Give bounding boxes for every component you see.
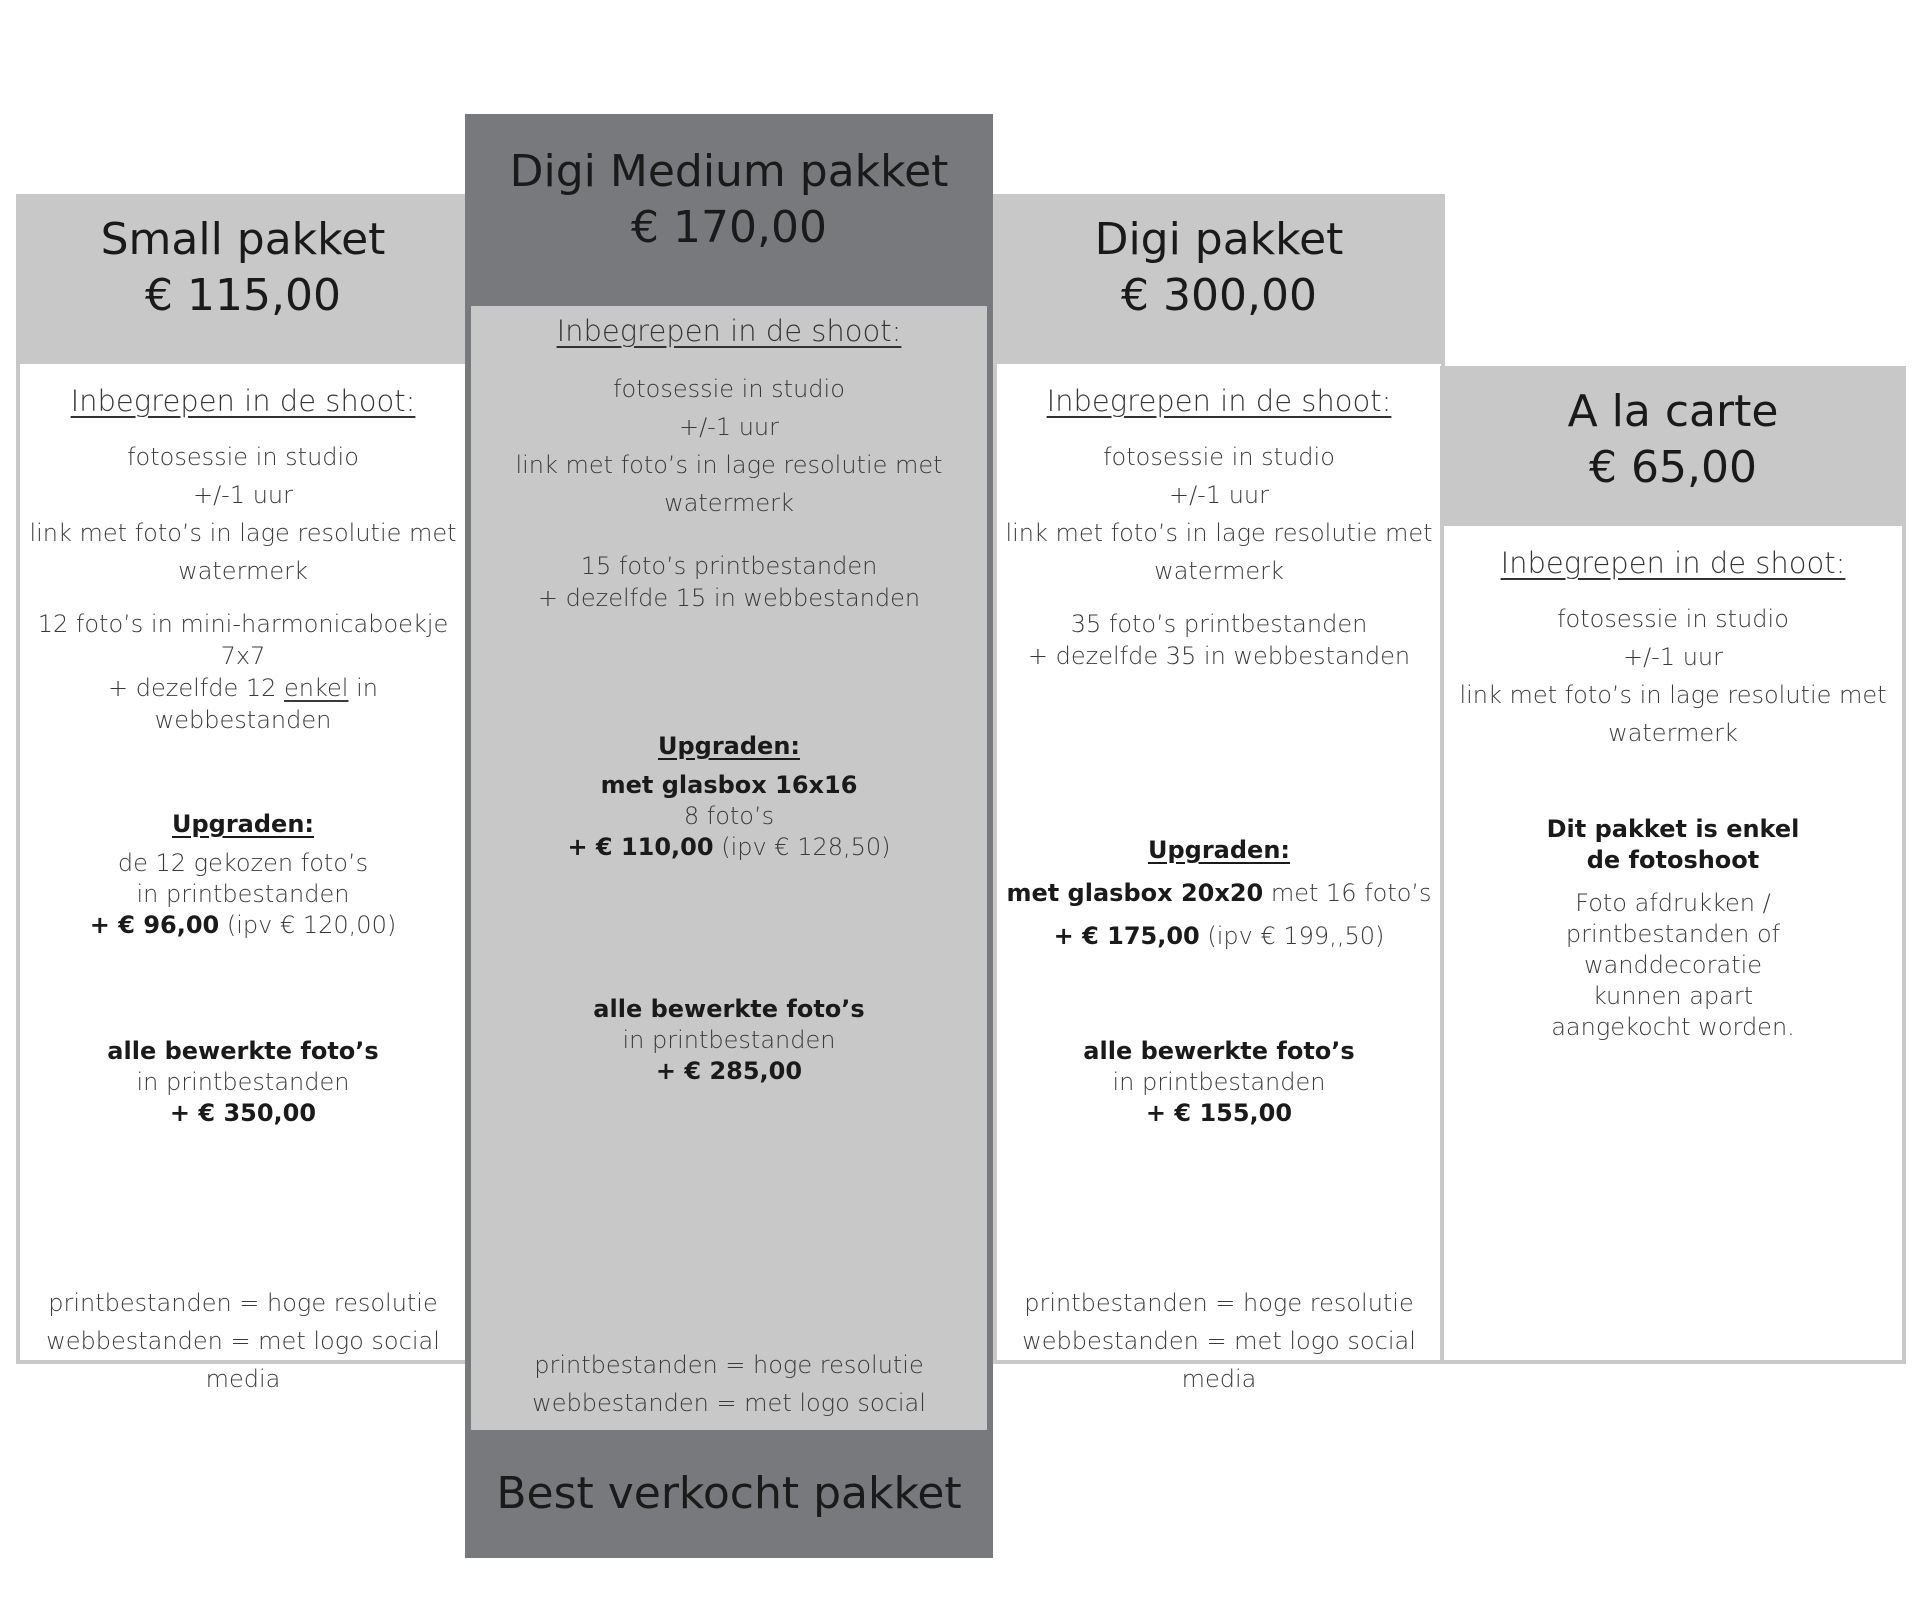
upgrade-price: + € 110,00 — [567, 833, 714, 861]
included-list — [20, 438, 466, 590]
included-title: Inbegrepen in de shoot: — [1500, 546, 1846, 580]
extra-line: 12 foto’s in mini-harmonicaboekje 7x7 — [37, 610, 449, 670]
upgrade-section — [997, 830, 1441, 952]
package-digi — [993, 194, 1445, 1393]
package-body — [1440, 526, 1906, 1364]
extra-line: + dezelfde 15 in webbestanden — [537, 584, 921, 612]
description-line: aangekocht worden. — [1551, 1013, 1795, 1041]
best-seller-banner — [465, 1430, 993, 1558]
extras — [20, 608, 466, 736]
note-line: webbestanden = met logo social media — [1022, 1327, 1416, 1393]
description-line: Foto afdrukken / — [1575, 889, 1771, 917]
included-title: Inbegrepen in de shoot: — [1046, 384, 1392, 418]
upgrade-title: Upgraden: — [1147, 836, 1291, 864]
upgrade-line: met glasbox 16x16 — [600, 771, 858, 799]
all-photos-sub: in printbestanden — [622, 1026, 836, 1054]
all-photos-sub: in printbestanden — [136, 1068, 350, 1096]
upgrade-price: + € 175,00 — [1053, 922, 1200, 950]
list-item: watermerk — [178, 557, 308, 585]
list-item: watermerk — [664, 489, 794, 517]
note-line: printbestanden = hoge resolutie — [1024, 1289, 1414, 1317]
list-item: fotosessie in studio — [613, 375, 845, 403]
extra-line: 35 foto’s printbestanden — [1070, 610, 1368, 638]
upgrade-price-line — [997, 921, 1441, 952]
note-line: webbestanden = met logo social media — [46, 1327, 440, 1393]
all-photos-sub: in printbestanden — [1112, 1068, 1326, 1096]
note-line: webbestanden = met logo social — [532, 1389, 926, 1417]
all-photos-title: alle bewerkte foto’s — [593, 995, 865, 1023]
package-header — [16, 194, 470, 364]
resolution-note — [471, 1346, 987, 1422]
package-body — [471, 306, 987, 1430]
package-price: € 115,00 — [145, 270, 341, 321]
list-item: link met foto’s in lage resolutie met — [1459, 681, 1887, 709]
upgrade-price-line — [471, 832, 987, 863]
package-price: € 300,00 — [1121, 270, 1317, 321]
extra-line: + dezelfde 12 enkel in webbestanden — [108, 674, 378, 734]
description-line: wanddecoratie — [1583, 951, 1763, 979]
all-photos-price: + € 285,00 — [655, 1057, 803, 1085]
upgrade-line: in printbestanden — [136, 880, 350, 908]
upgrade-price-line — [20, 910, 466, 941]
package-body — [16, 364, 470, 1393]
list-item: link met foto’s in lage resolutie met — [1005, 519, 1433, 547]
upgrade-line: met glasbox 20x20 met 16 foto’s — [1006, 879, 1432, 907]
shoot-only-line: Dit pakket is enkel — [1546, 815, 1800, 843]
upgrade-old-price: (ipv € 199,,50) — [1199, 922, 1385, 950]
package-name: A la carte — [1567, 386, 1779, 437]
package-price: € 170,00 — [631, 202, 827, 253]
upgrade-line: 8 foto’s — [683, 802, 775, 830]
upgrade-old-price: (ipv € 120,00) — [219, 911, 397, 939]
emphasis-text: enkel — [284, 674, 349, 702]
included-list — [1444, 600, 1902, 752]
list-item: watermerk — [1154, 557, 1284, 585]
extra-line: + dezelfde 35 in webbestanden — [1027, 642, 1411, 670]
list-item: watermerk — [1608, 719, 1738, 747]
package-body — [993, 364, 1445, 1393]
resolution-note — [20, 1284, 466, 1398]
included-title: Inbegrepen in de shoot: — [70, 384, 416, 418]
all-photos-section — [471, 994, 987, 1087]
upgrade-title: Upgraden: — [657, 732, 801, 760]
note-line: printbestanden = hoge resolutie — [48, 1289, 438, 1317]
list-item: fotosessie in studio — [1557, 605, 1789, 633]
list-item: fotosessie in studio — [127, 443, 359, 471]
package-name: Digi Medium pakket — [509, 146, 949, 197]
upgrade-section — [20, 804, 466, 941]
list-item: +/-1 uur — [192, 481, 294, 509]
all-photos-price: + € 155,00 — [1145, 1099, 1293, 1127]
a-la-carte-description — [1444, 888, 1902, 1043]
shoot-only-note — [1444, 814, 1902, 876]
package-small — [16, 194, 470, 1393]
package-header — [1440, 366, 1906, 526]
included-list — [471, 370, 987, 522]
all-photos-section — [997, 1036, 1441, 1129]
extras — [471, 550, 987, 614]
upgrade-section — [471, 726, 987, 863]
extras — [997, 608, 1441, 672]
package-header — [465, 114, 993, 306]
list-item: link met foto’s in lage resolutie met — [515, 451, 943, 479]
upgrade-line: de 12 gekozen foto’s — [117, 849, 369, 877]
upgrade-title: Upgraden: — [171, 810, 315, 838]
upgrade-price: + € 96,00 — [89, 911, 220, 939]
package-name: Small pakket — [100, 214, 386, 265]
package-digi-medium — [465, 114, 993, 1558]
extra-line: 15 foto’s printbestanden — [580, 552, 878, 580]
all-photos-price: + € 350,00 — [169, 1099, 317, 1127]
package-price: € 65,00 — [1589, 442, 1757, 493]
resolution-note — [997, 1284, 1441, 1398]
list-item: +/-1 uur — [1622, 643, 1724, 671]
package-name: Digi pakket — [1094, 214, 1344, 265]
list-item: +/-1 uur — [1168, 481, 1270, 509]
best-seller-label: Best verkocht pakket — [496, 1468, 962, 1519]
all-photos-section — [20, 1036, 466, 1129]
shoot-only-line: de fotoshoot — [1586, 846, 1760, 874]
included-title: Inbegrepen in de shoot: — [556, 314, 902, 348]
list-item: fotosessie in studio — [1103, 443, 1335, 471]
upgrade-old-price: (ipv € 128,50) — [713, 833, 891, 861]
description-line: printbestanden of — [1565, 920, 1781, 948]
included-list — [997, 438, 1441, 590]
list-item: link met foto’s in lage resolutie met — [29, 519, 457, 547]
list-item: +/-1 uur — [678, 413, 780, 441]
package-a-la-carte — [1440, 366, 1906, 1364]
all-photos-title: alle bewerkte foto’s — [1083, 1037, 1355, 1065]
all-photos-title: alle bewerkte foto’s — [107, 1037, 379, 1065]
note-line: printbestanden = hoge resolutie — [534, 1351, 924, 1379]
package-header — [993, 194, 1445, 364]
description-line: kunnen apart — [1592, 982, 1754, 1010]
